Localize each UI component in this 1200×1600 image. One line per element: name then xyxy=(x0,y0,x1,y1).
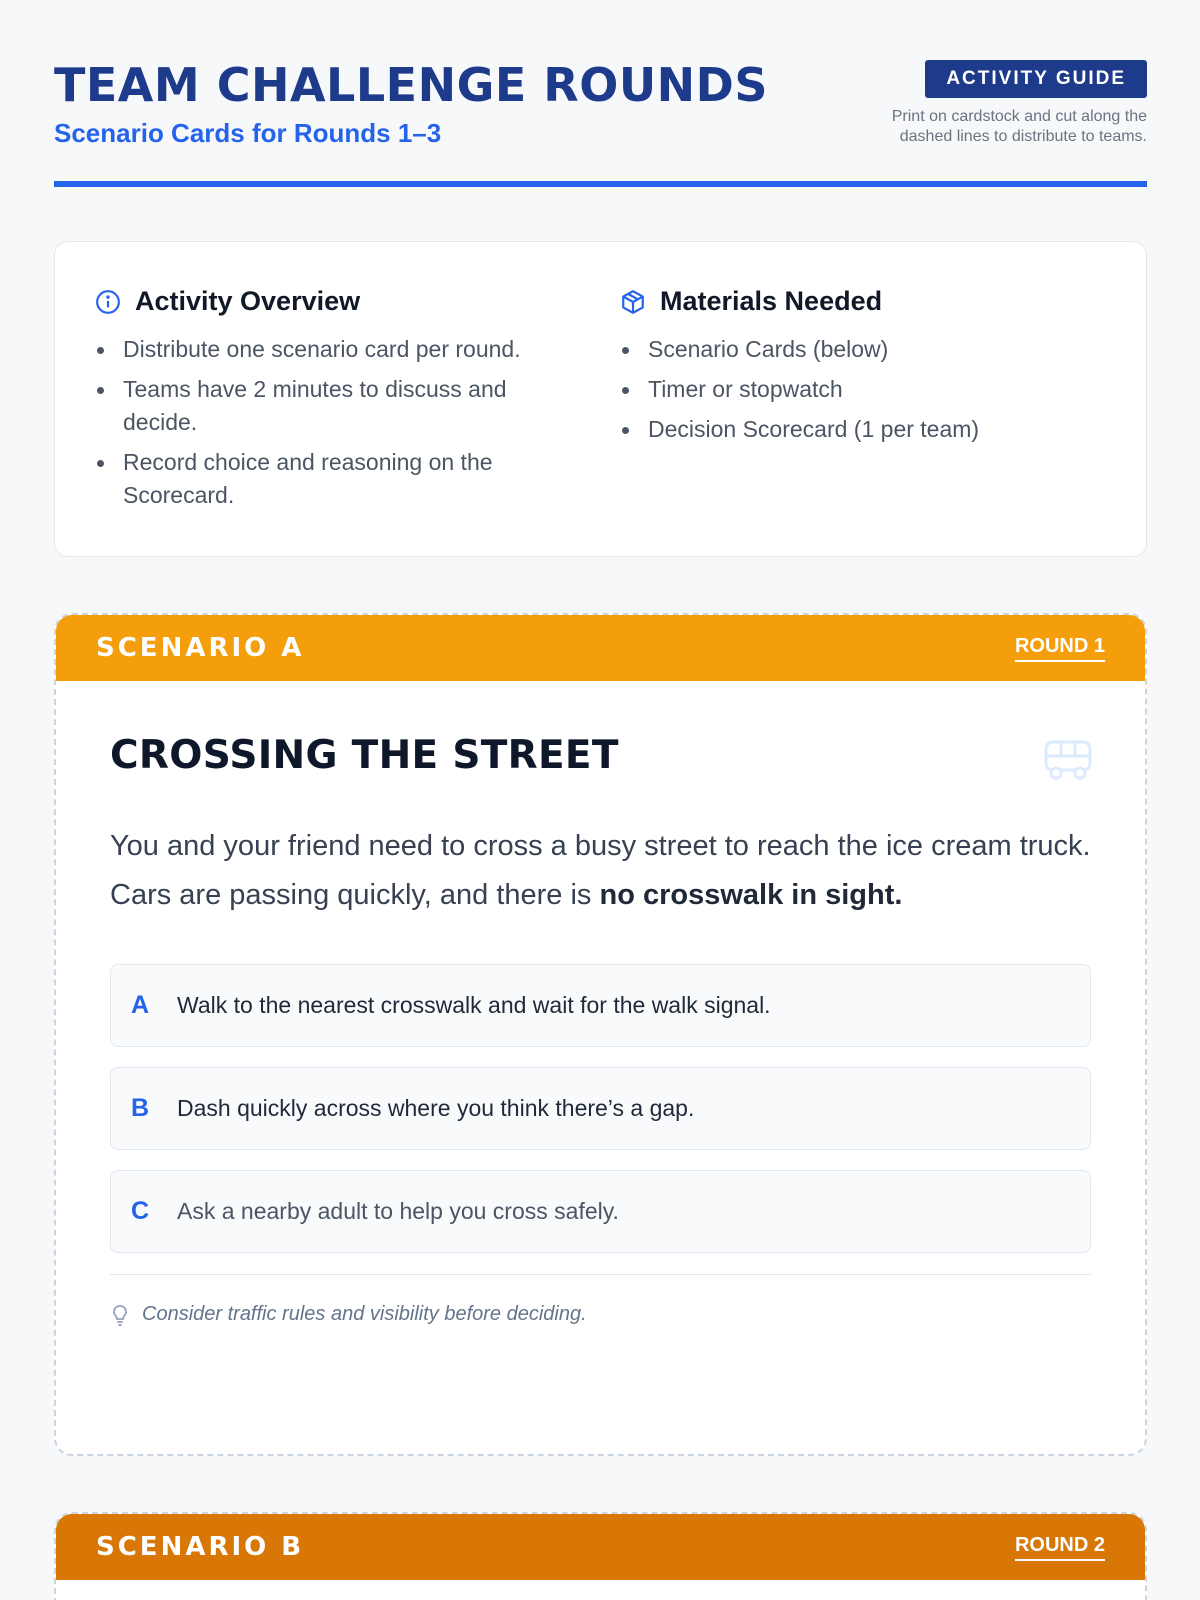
scenario-label: SCENARIO B xyxy=(96,1532,305,1562)
scenario-title: CROSSING THE STREET xyxy=(110,733,619,778)
print-instructions: Print on cardstock and cut along the dashed lines to distribute to teams. xyxy=(891,108,1147,145)
option-letter: C xyxy=(131,1197,150,1225)
scenario-label: SCENARIO A xyxy=(96,633,305,663)
scenario-header xyxy=(56,615,1145,681)
materials-list xyxy=(620,333,1100,446)
materials-heading xyxy=(620,286,1100,317)
scenario-body xyxy=(56,681,1145,1326)
activity-overview-heading xyxy=(95,286,565,317)
materials-title: Materials Needed xyxy=(660,286,883,316)
scenario-card-b xyxy=(54,1512,1147,1600)
scenario-card-a xyxy=(54,613,1147,1456)
scenario-description xyxy=(110,822,1091,920)
page-title: TEAM CHALLENGE ROUNDS xyxy=(54,58,768,112)
list-item: Scenario Cards (below) xyxy=(620,333,1100,366)
option-a[interactable] xyxy=(110,964,1091,1047)
page-header xyxy=(54,0,1147,188)
list-item: Distribute one scenario card per round. xyxy=(95,333,565,366)
page-subtitle: Scenario Cards for Rounds 1–3 xyxy=(54,118,442,148)
tip-divider xyxy=(110,1274,1091,1275)
tip-text: Consider traffic rules and visibility before deciding. xyxy=(142,1303,587,1325)
overview-card xyxy=(54,241,1147,557)
activity-overview-section xyxy=(95,286,565,519)
scenario-text: You and your friend need to cross a busy street to reach the ice cream truck. Cars are passing quickly, and there is xyxy=(110,830,1091,911)
option-text: Dash quickly across where you think there’s a gap. xyxy=(177,1095,695,1121)
activity-overview-list xyxy=(95,333,565,512)
option-b[interactable] xyxy=(110,1067,1091,1150)
activity-guide-page xyxy=(54,0,1147,1562)
option-text: Ask a nearby adult to help you cross safely. xyxy=(177,1198,619,1224)
activity-overview-title: Activity Overview xyxy=(135,286,361,316)
option-text: Walk to the nearest crosswalk and wait for the walk signal. xyxy=(177,992,771,1018)
info-icon xyxy=(95,289,121,315)
activity-guide-badge: ACTIVITY GUIDE xyxy=(925,60,1147,98)
answer-options xyxy=(110,964,1091,1253)
option-letter: A xyxy=(131,991,150,1019)
list-item: Timer or stopwatch xyxy=(620,373,1100,406)
lightbulb-icon xyxy=(110,1304,130,1326)
round-label: ROUND 1 xyxy=(1015,635,1105,662)
round-label: ROUND 2 xyxy=(1015,1534,1105,1561)
scenario-tip xyxy=(110,1303,1091,1326)
list-item: Teams have 2 minutes to discuss and decide. xyxy=(95,373,565,439)
scenario-header xyxy=(56,1514,1145,1580)
header-divider xyxy=(54,181,1147,187)
materials-section xyxy=(620,286,1100,453)
package-icon xyxy=(620,289,646,315)
bus-icon xyxy=(1043,739,1093,781)
list-item: Record choice and reasoning on the Scorecard. xyxy=(95,446,565,512)
option-c[interactable] xyxy=(110,1170,1091,1253)
list-item: Decision Scorecard (1 per team) xyxy=(620,413,1100,446)
scenario-emphasis: no crosswalk in sight. xyxy=(599,879,903,911)
option-letter: B xyxy=(131,1094,150,1122)
